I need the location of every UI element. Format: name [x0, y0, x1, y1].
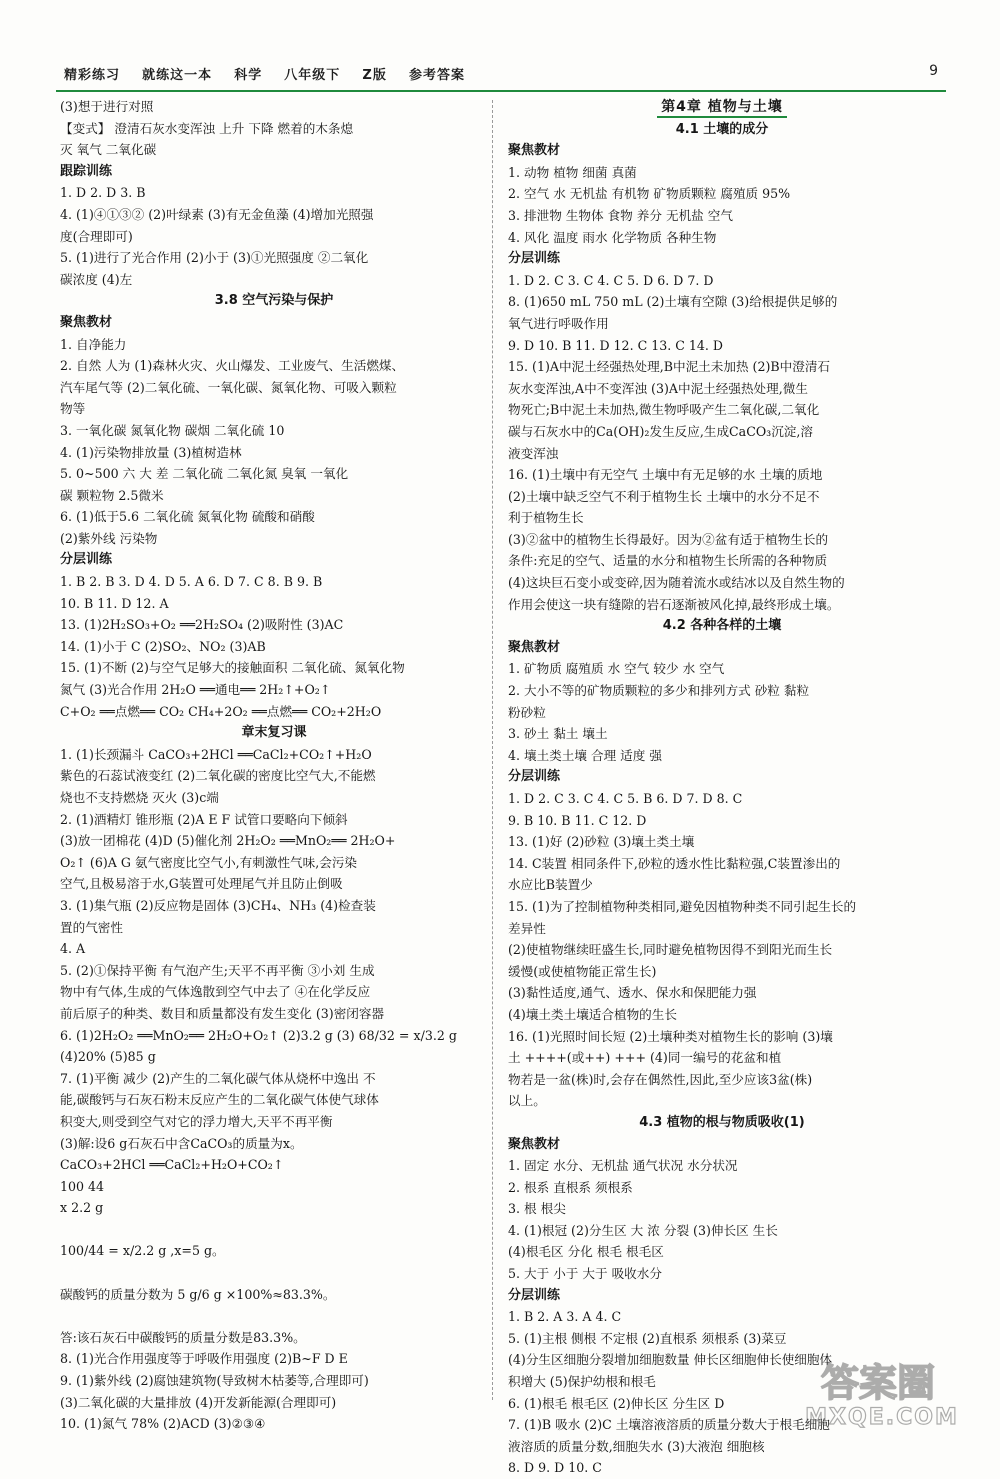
answer-line: 1. 矿物质 腐殖质 水 空气 较少 水 空气: [508, 661, 725, 677]
answer-line: 2. 大小不等的矿物质颗粒的多少和排列方式 砂粒 黏粒: [508, 683, 810, 699]
answer-line: CaCO₃+2HCl ══CaCl₂+H₂O+CO₂↑: [60, 1157, 284, 1173]
answer-line: 物死亡;B中泥土未加热,微生物呼吸产生二氧化碳,二氧化: [508, 402, 820, 418]
subsection-label: 聚焦教材: [60, 314, 113, 330]
watermark-logo: [782, 1352, 978, 1432]
answer-line: (4)根毛区 分化 根毛 根毛区: [508, 1244, 664, 1260]
answer-line: 【变式】 澄清石灰水变浑浊 上升 下降 燃着的木条熄: [60, 120, 354, 136]
answer-line: 1. (1)长颈漏斗 CaCO₃+2HCl ══CaCl₂+CO₂↑+H₂O: [60, 746, 372, 762]
answer-line: 答:该石灰石中碳酸钙的质量分数是83.3%。: [60, 1329, 306, 1345]
answer-line: 烧也不支持燃烧 灭火 (3)c端: [60, 790, 219, 805]
answer-line: 空气,且极易溶于水,G装置可处理尾气并且防止倒吸: [60, 876, 343, 892]
answer-line: 5. 大于 小于 大于 吸收水分: [508, 1266, 662, 1282]
answer-line: 碳与石灰水中的Ca(OH)₂发生反应,生成CaCO₃沉淀,溶: [508, 423, 813, 439]
page-number: 9: [929, 63, 938, 79]
answer-line: 16. (1)土壤中有无空气 土壤中有无足够的水 土壤的质地: [508, 467, 823, 483]
answer-line: 紫色的石蕊试液变红 (2)二氧化碳的密度比空气大,不能燃: [60, 768, 376, 784]
answer-line: 物中有气体,生成的气体逸散到空气中去了 ④在化学反应: [60, 984, 371, 1000]
watermark-text-url: MXQE.COM: [805, 1405, 959, 1430]
answer-line: (4)这块巨石变小或变碎,因为随着流水或结冰以及自然生物的: [508, 575, 845, 591]
answer-line: 4. 风化 温度 雨水 化学物质 各种生物: [508, 229, 717, 245]
answer-line: 13. (1)好 (2)砂粒 (3)壤土类土壤: [508, 834, 695, 850]
answer-line: 14. (1)小于 C (2)SO₂、NO₂ (3)AB: [60, 638, 266, 654]
answer-line: 以上。: [508, 1093, 546, 1109]
answer-line: 3. 一氧化碳 氮氧化物 碳烟 二氧化硫 10: [60, 422, 285, 438]
answer-line: (3)二氧化碳的大量排放 (4)开发新能源(合理即可): [60, 1394, 337, 1410]
answer-line: 7. (1)平衡 减少 (2)产生的二氧化碳气体从烧杯中逸出 不: [60, 1070, 376, 1086]
subsection-label: 分层训练: [60, 552, 113, 568]
answer-line: (2)紫外线 污染物: [60, 530, 158, 546]
answer-line: 9. B 10. B 11. C 12. D: [508, 812, 647, 828]
answer-line: (2)使植物继续旺盛生长,同时避免植物因得不到阳光而生长: [508, 942, 833, 958]
answer-line: 2. 自然 人为 (1)森林火灾、火山爆发、工业废气、生活燃煤、: [60, 358, 405, 374]
answer-line: [60, 1219, 488, 1241]
answer-line: 10. B 11. D 12. A: [60, 595, 169, 611]
answer-line: 1. B 2. A 3. A 4. C: [508, 1309, 622, 1325]
answer-line: [60, 1262, 488, 1284]
answer-line: 2. 根系 直根系 须根系: [508, 1179, 633, 1195]
answer-line: 6. (1)根毛 根毛区 (2)伸长区 分生区 D: [508, 1395, 725, 1411]
answer-line: 15. (1)不断 (2)与空气足够大的接触面积 二氧化硫、氮氧化物: [60, 660, 405, 676]
answer-line: 4. (1)根冠 (2)分生区 大 浓 分裂 (3)伸长区 生长: [508, 1222, 778, 1238]
answer-line: 1. 固定 水分、无机盐 通气状况 水分状况: [508, 1158, 738, 1174]
section-heading: 4.2 各种各样的土壤: [662, 618, 782, 634]
subsection-label: 分层训练: [508, 251, 561, 267]
subsection-label: 聚焦教材: [508, 1136, 561, 1152]
answer-line: 碳 颗粒物 2.5微米: [60, 487, 164, 503]
answer-line: 1. 自净能力: [60, 336, 127, 352]
answer-line: 碳浓度 (4)左: [60, 271, 133, 287]
answer-line: 液变浑浊: [508, 445, 559, 461]
answer-line: 缓慢(或使植物能正常生长): [508, 963, 657, 979]
header-title: 精彩练习 就练这一本 科学 八年级下 Z版 参考答案: [64, 68, 465, 83]
answer-line: 7. (1)B 吸水 (2)C 土壤溶液溶质的质量分数大于根毛细胞: [508, 1417, 830, 1433]
answer-line: 1. 动物 植物 细菌 真菌: [508, 164, 637, 180]
answer-line: 6. (1)2H₂O₂ ══MnO₂══ 2H₂O+O₂↑ (2)3.2 g (3) 68/32 = x/3.2 g: [60, 1027, 457, 1043]
answer-line: 2. (1)酒精灯 锥形瓶 (2)A E F 试管口要略向下倾斜: [60, 811, 348, 827]
section-heading: 4.3 植物的根与物质吸收(1): [639, 1114, 805, 1130]
watermark-text-cn: 答案圈: [820, 1361, 936, 1405]
answer-line: 5. (2)①保持平衡 有气泡产生;天平不再平衡 ③小刘 生成: [60, 962, 375, 978]
answer-line: (3)黏性适度,通气、透水、保水和保肥能力强: [508, 985, 757, 1001]
answer-line: 氧气进行呼吸作用: [508, 315, 609, 331]
chapter-title-text: 第4章 植物与土壤: [657, 99, 787, 118]
answer-line: O₂↑ (6)A G 氨气密度比空气小,有刺激性气味,会污染: [60, 854, 358, 870]
answer-line: 灭 氧气 二氧化碳: [60, 142, 157, 158]
answer-line: 作用会使这一块有缝隙的岩石逐渐被风化掉,最终形成土壤。: [508, 596, 840, 612]
section-heading: 3.8 空气污染与保护: [214, 293, 334, 309]
answer-line: 100 44: [60, 1178, 105, 1194]
section-heading: 4.1 土壤的成分: [675, 121, 769, 137]
answer-line: x 2.2 g: [60, 1200, 104, 1216]
answer-line: 前后原子的种类、数目和质量都没有发生变化 (3)密闭容器: [60, 1005, 385, 1021]
answer-line: 9. (1)紫外线 (2)腐蚀建筑物(导致树木枯萎等,合理即可): [60, 1373, 369, 1389]
answer-line: 100/44 = x/2.2 g ,x=5 g。: [60, 1243, 225, 1259]
answer-line: 利于植物生长: [508, 510, 584, 526]
answer-line: (3)②盆中的植物生长得最好。因为②盆有适于植物生长的: [508, 531, 829, 547]
answer-line: 积变大,则受到空气对它的浮力增大,天平不再平衡: [60, 1113, 333, 1129]
answer-line: 1. B 2. B 3. D 4. D 5. A 6. D 7. C 8. B 9. B: [60, 574, 323, 590]
answer-line: 物等: [60, 401, 86, 417]
answer-line: 差异性: [508, 920, 546, 936]
answer-line: 3. 排泄物 生物体 食物 养分 无机盐 空气: [508, 207, 733, 223]
answer-line: 土 ++++(或++) +++ (4)同一编号的花盆和植: [508, 1050, 782, 1066]
answer-line: 10. (1)氮气 78% (2)ACD (3)②③④: [60, 1416, 266, 1432]
answer-line: 4. (1)污染物排放量 (3)植树造林: [60, 444, 242, 460]
answer-line: (4)20% (5)85 g: [60, 1049, 156, 1065]
answer-line: 9. D 10. B 11. D 12. C 13. C 14. D: [508, 337, 724, 353]
subsection-label: 分层训练: [508, 1287, 561, 1303]
answer-line: 3. 砂土 黏土 壤土: [508, 726, 608, 742]
section-heading: 章末复习课: [241, 725, 307, 741]
subsection-label: 聚焦教材: [508, 639, 561, 655]
answer-line: 14. C装置 相同条件下,砂粒的透水性比黏粒强,C装置渗出的: [508, 855, 841, 871]
answer-line: 氮气 (3)光合作用 2H₂O ══通电══ 2H₂↑+O₂↑: [60, 682, 331, 698]
answer-line: 15. (1)A中泥土经强热处理,B中泥土未加热 (2)B中澄清石: [508, 359, 831, 375]
answer-line: 5. (1)进行了光合作用 (2)小于 (3)①光照强度 ②二氧化: [60, 250, 369, 266]
answer-line: 4. A: [60, 941, 86, 957]
answer-column-left: [60, 96, 488, 1432]
answer-line: 3. 根 根尖: [508, 1201, 566, 1217]
answer-line: 5. 0~500 六 大 差 二氧化硫 二氧化氮 臭氧 一氧化: [60, 466, 349, 482]
answer-line: 灰水变浑浊,A中不变浑浊 (3)A中泥土经强热处理,微生: [508, 380, 808, 396]
answer-line: 4. 壤土类土壤 合理 适度 强: [508, 747, 662, 763]
answer-line: (3)解:设6 g石灰石中含CaCO₃的质量为x。: [60, 1135, 303, 1151]
answer-line: 16. (1)光照时间长短 (2)土壤种类对植物生长的影响 (3)壤: [508, 1028, 833, 1044]
answer-line: 能,碳酸钙与石灰石粉末反应产生的二氧化碳气体使气球体: [60, 1092, 379, 1108]
answer-line: 3. (1)集气瓶 (2)反应物是固体 (3)CH₄、NH₃ (4)检查装: [60, 897, 376, 913]
answer-line: (3)放一团棉花 (4)D (5)催化剂 2H₂O₂ ══MnO₂══ 2H₂O+: [60, 833, 396, 849]
subsection-label: 跟踪训练: [60, 163, 113, 179]
answer-line: 水应比B装置少: [508, 877, 593, 893]
answer-line: [60, 1305, 488, 1327]
answer-line: (3)想于进行对照: [60, 99, 154, 114]
answer-line: 1. D 2. C 3. C 4. C 5. D 6. D 7. D: [508, 272, 714, 288]
answer-line: 置的气密性: [60, 919, 123, 935]
answer-line: 8. D 9. D 10. C: [508, 1460, 602, 1476]
answer-line: 度(合理即可): [60, 228, 133, 244]
answer-line: (4)壤土类土壤适合植物的生长: [508, 1006, 677, 1022]
answer-line: 汽车尾气等 (2)二氧化硫、一氧化碳、氮氧化物、可吸入颗粒: [60, 379, 397, 395]
chapter-title: [508, 96, 936, 119]
answer-line: 2. 空气 水 无机盐 有机物 矿物质颗粒 腐殖质 95%: [508, 186, 791, 202]
answer-line: 1. D 2. C 3. C 4. C 5. B 6. D 7. D 8. C: [508, 791, 743, 806]
subsection-label: 聚焦教材: [508, 143, 561, 159]
answer-line: 碳酸钙的质量分数为 5 g/6 g ×100%≈83.3%。: [60, 1286, 336, 1302]
answer-line: (4)分生区细胞分裂增加细胞数量 伸长区细胞伸长使细胞体: [508, 1352, 833, 1368]
answer-line: (2)土壤中缺乏空气不利于植物生长 土壤中的水分不足不: [508, 488, 820, 504]
answer-line: 物若是一盆(株)时,会存在偶然性,因此,至少应该3盆(株): [508, 1071, 813, 1087]
answer-line: 粉砂粒: [508, 704, 546, 720]
answer-line: 积增大 (5)保护幼根和根毛: [508, 1374, 656, 1390]
subsection-label: 分层训练: [508, 769, 561, 785]
answer-line: 条件:充足的空气、适量的水分和植物生长所需的各种物质: [508, 553, 828, 569]
answer-line: 液溶质的质量分数,细胞失水 (3)大液泡 细胞核: [508, 1438, 765, 1454]
column-divider: [492, 100, 493, 1400]
answer-line: 4. (1)④①③② (2)叶绿素 (3)有无金鱼藻 (4)增加光照强: [60, 206, 374, 222]
answer-line: 15. (1)为了控制植物种类相同,避免因植物种类不同引起生长的: [508, 898, 857, 914]
answer-line: C+O₂ ══点燃══ CO₂ CH₄+2O₂ ══点燃══ CO₂+2H₂O: [60, 703, 382, 719]
answer-line: 8. (1)光合作用强度等于呼吸作用强度 (2)B~F D E: [60, 1351, 348, 1367]
page-header: [56, 56, 946, 92]
answer-line: 13. (1)2H₂SO₃+O₂ ══2H₂SO₄ (2)吸附性 (3)AC: [60, 617, 344, 633]
answer-line: 8. (1)650 mL 750 mL (2)土壤有空隙 (3)给根提供足够的: [508, 294, 838, 310]
answer-line: 1. D 2. D 3. B: [60, 185, 146, 201]
answer-line: 6. (1)低于5.6 二氧化硫 氮氧化物 硫酸和硝酸: [60, 509, 315, 525]
answer-line: 5. (1)主根 侧根 不定根 (2)直根系 须根系 (3)菜豆: [508, 1330, 787, 1346]
